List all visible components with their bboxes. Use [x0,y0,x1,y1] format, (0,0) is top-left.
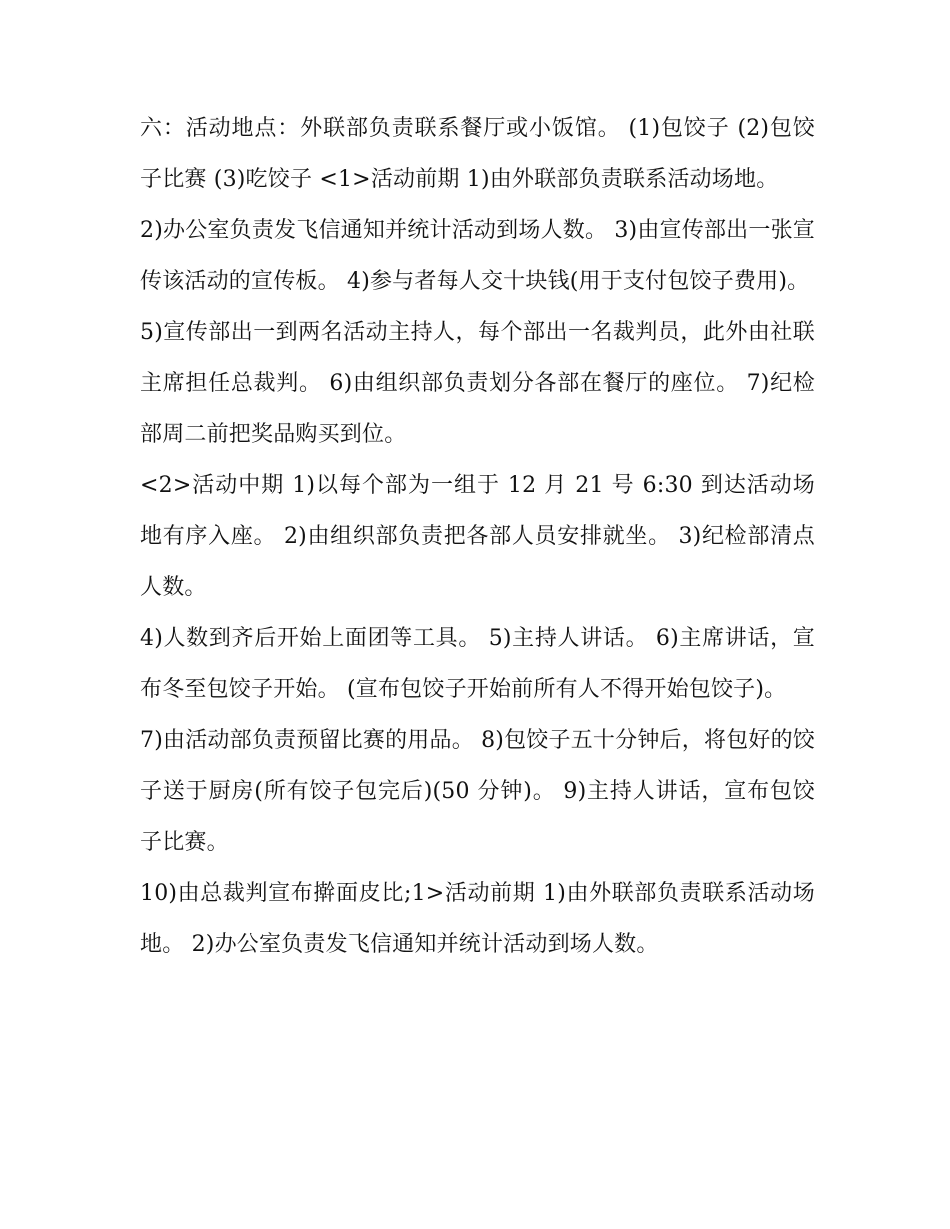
paragraph: 六：活动地点：外联部负责联系餐厅或小饭馆。 (1)包饺子 (2)包饺子比赛 (3)吃饺子 <1>活动前期 1)由外联部负责联系活动场地。 [140,116,815,192]
paragraph: <2>活动中期 1)以每个部为一组于 12 月 21 号 6:30 到达活动场地有序入座。 2)由组织部负责把各部人员安排就坐。 3)纪检部清点人数。 [140,473,815,600]
paragraph: 5)宣传部出一到两名活动主持人，每个部出一名裁判员，此外由社联主席担任总裁判。 6)由组织部负责划分各部在餐厅的座位。 7)纪检部周二前把奖品购买到位。 [140,320,815,447]
paragraph: 7)由活动部负责预留比赛的用品。 8)包饺子五十分钟后，将包好的饺子送于厨房(所有饺子包完后)(50 分钟)。 9)主持人讲话，宣布包饺子比赛。 [140,728,815,855]
paragraph: 10)由总裁判宣布擀面皮比;1>活动前期 1)由外联部负责联系活动场地。 2)办公室负责发飞信通知并统计活动到场人数。 [140,881,815,957]
document-body [140,103,815,970]
paragraph: 4)人数到齐后开始上面团等工具。 5)主持人讲话。 6)主席讲话，宣布冬至包饺子开始。 (宣布包饺子开始前所有人不得开始包饺子)。 [140,626,815,702]
paragraph: 2)办公室负责发飞信通知并统计活动到场人数。 3)由宣传部出一张宣传该活动的宣传板。 4)参与者每人交十块钱(用于支付包饺子费用)。 [140,218,815,294]
